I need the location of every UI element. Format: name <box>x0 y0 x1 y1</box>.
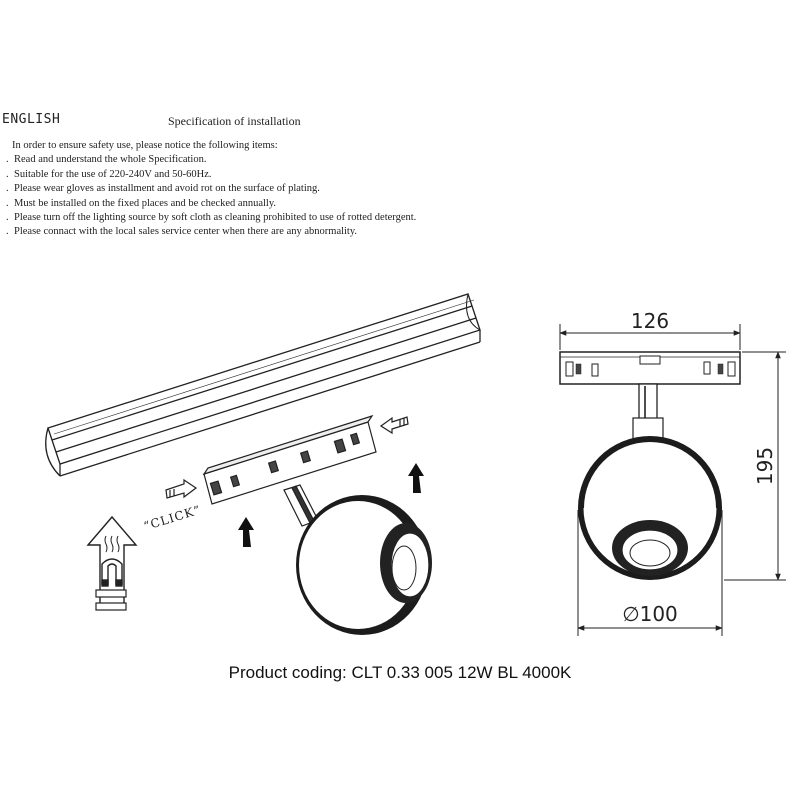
insert-arrow-left <box>166 480 196 498</box>
document-title: Specification of installation <box>168 114 301 128</box>
note-item: . Please wear gloves as installment and avoid rot on the surface of plating. <box>6 182 416 196</box>
elevation-lamp-head <box>578 436 722 580</box>
height-dimension: 195 <box>753 446 777 486</box>
insert-arrow-right <box>381 417 408 433</box>
note-item: . Please turn off the lighting source by soft cloth as cleaning prohibited to use of rotted detergent. <box>6 211 416 225</box>
lamp-head <box>296 495 432 635</box>
note-item: . Read and understand the whole Specification. <box>6 153 416 167</box>
elevation-view <box>560 352 740 440</box>
product-coding: Product coding: CLT 0.33 005 12W BL 4000K <box>228 663 572 682</box>
note-item: . Must be installed on the fixed places and be checked annually. <box>6 197 416 211</box>
width-dimension: 126 <box>630 309 670 333</box>
push-arrow-up-left <box>238 517 254 547</box>
diameter-dimension: ∅100 <box>622 602 678 626</box>
notes-intro: In order to ensure safety use, please notice the following items: <box>12 140 278 151</box>
track-rail <box>46 294 480 476</box>
language-label: ENGLISH <box>2 112 61 127</box>
push-arrow-up-right <box>408 463 424 493</box>
note-item: . Suitable for the use of 220-240V and 50-60Hz. <box>6 168 416 182</box>
click-label: “CLICK” <box>142 502 203 534</box>
note-item: . Please connact with the local sales service center when there are any abnormality. <box>6 225 416 239</box>
